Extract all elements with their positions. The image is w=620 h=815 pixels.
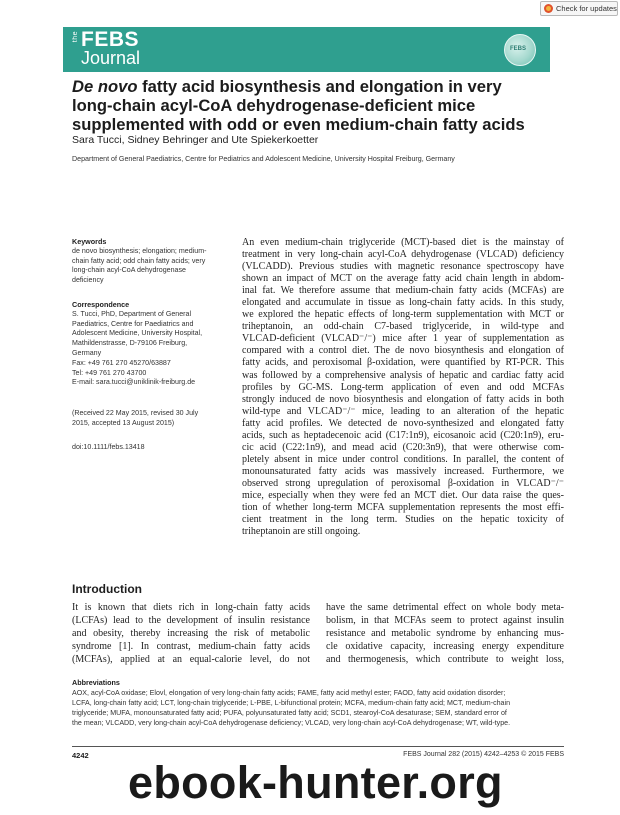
intro-line: syndrome [1]. In contrast, medium-chain fatty acids	[72, 641, 310, 652]
abbreviations-line: AOX, acyl-CoA oxidase; Elovl, elongation of very long-chain fatty acids; FAME, fatty acid methyl ester; FAOD, fatty acid oxidation disorder;	[72, 689, 506, 697]
correspondence-line: Tel: +49 761 270 43700	[72, 368, 147, 377]
intro-line: and thermogenesis, which contribute to weight loss,	[326, 654, 564, 665]
abstract-line: (VLCADD). Previous studies with magnetic resonance spectroscopy have	[242, 261, 564, 273]
intro-right-column	[326, 601, 564, 666]
abstract-line: fatty acids, and peroxisomal β-oxidation, were quantified by RT-PCR. This	[242, 357, 564, 369]
running-head: FEBS Journal 282 (2015) 4242–4253 © 2015 FEBS	[403, 751, 564, 758]
check-for-updates-label: Check for updates	[556, 4, 617, 13]
journal-banner	[63, 27, 550, 72]
abstract-line: acids, such as heptadecenoic acid (C17:1n9), eicosanoic acid (C20:1n9), eru-	[242, 429, 564, 441]
abbreviations-block	[72, 678, 564, 728]
abstract-line: was followed by a comprehensive analysis of hepatic and cardiac fatty acid	[242, 369, 564, 381]
abstract-line: elongated and accumulate in tissue as long-chain fatty acids. In this study,	[242, 297, 564, 309]
abstract-line: pletely absent in mice under control conditions. In parallel, the content of	[242, 453, 564, 465]
intro-line: cle oxidative capacity, increasing energy expenditure	[326, 641, 564, 652]
journal-sub: Journal	[81, 48, 141, 68]
article-title	[72, 77, 562, 134]
keywords-block	[72, 237, 230, 286]
journal-prefix: the	[72, 31, 79, 43]
abbreviations-line: triglyceride; MUFA, monounsaturated fatty acid; PUFA, polyunsaturated fatty acid; SCD1, stearoyl-CoA desaturase; SEM, standard error of	[72, 709, 507, 717]
footer-divider	[72, 746, 564, 747]
intro-line: (LCFAs) lead to the development of insulin resistance	[72, 615, 310, 626]
correspondence-line: Germany	[72, 348, 102, 357]
abstract-line: inal fat. We therefore assume that medium-chain fatty acids (MCFAs) are	[242, 285, 564, 297]
abstract-line: monounsaturated fatty acids was massively increased. Furthermore, we	[242, 465, 564, 477]
intro-line: have the same detrimental effect on whole body meta-	[326, 602, 564, 613]
keywords-line: long-chain acyl-CoA dehydrogenase	[72, 266, 186, 275]
abstract-line: tion of whether long-term MCFA supplementation represents the most effi-	[242, 502, 564, 514]
abstract	[242, 237, 564, 538]
abstract-line: we explored the hepatic effects of long-term supplementation with MCT or	[242, 309, 564, 321]
febs-logo-icon	[504, 34, 536, 66]
abstract-line: strongly induced de novo biosynthesis and elongation of fatty acids in both	[242, 393, 564, 405]
correspondence-line: S. Tucci, PhD, Department of General	[72, 309, 192, 318]
correspondence-heading: Correspondence	[72, 300, 130, 309]
doi-link[interactable]: doi:10.1111/febs.13418	[72, 443, 145, 451]
received-dates	[72, 409, 230, 429]
abbreviations-line: the mean; VLCADD, very long-chain acyl-CoA dehydrogenase deficiency; VLCAD, very long-chain acyl-CoA dehydrogenase; WT, wild-type.	[72, 719, 511, 727]
received-line: (Received 22 May 2015, revised 30 July	[72, 409, 199, 417]
introduction-heading: Introduction	[72, 582, 142, 596]
abstract-line: observed strong upregulation of peroxisomal β-oxidation in VLCAD⁻/⁻	[242, 477, 564, 489]
correspondence-line: Fax: +49 761 270 45270/63887	[72, 358, 171, 367]
correspondence-block	[72, 300, 230, 388]
title-line1: fatty acid biosynthesis and elongation in very	[137, 77, 502, 96]
keywords-line: chain fatty acid; odd chain fatty acids; very	[72, 256, 206, 265]
title-italic: De novo	[72, 77, 138, 96]
watermark-text: ebook-hunter.org	[128, 757, 503, 808]
abstract-line: cient treatment in the long term. Studies on the hepatic toxicity of	[242, 514, 564, 526]
abstract-line: fatty acid profiles. We detected de novo-synthesized and elongated fatty	[242, 417, 564, 429]
intro-line: resistance and metabolic syndrome by enhancing mus-	[326, 628, 564, 639]
abstract-line: profiles by GC-MS. Long-term application of even and odd MCFAs	[242, 381, 564, 393]
abstract-line: treatment in very long-chain acyl-CoA dehydrogenase (VLCAD) deficiency	[242, 249, 564, 261]
check-for-updates-button[interactable]	[540, 1, 618, 16]
correspondence-line: Adolescent Medicine, University Hospital,	[72, 329, 203, 338]
correspondence-line: Paediatrics, Centre for Paediatrics and	[72, 319, 194, 328]
abstract-line: cic acid (C22:1n9), and mead acid (C20:3n9), that were otherwise com-	[242, 441, 564, 453]
intro-left-column	[72, 601, 310, 666]
authors: Sara Tucci, Sidney Behringer and Ute Spiekerkoetter	[72, 134, 319, 146]
abstract-line: VLCAD-deficient (VLCAD⁻/⁻) mice after 1 year of supplementation as	[242, 333, 564, 345]
received-line: 2015, accepted 13 August 2015)	[72, 418, 175, 427]
abstract-line: shown an impact of MCT on the average fatty acid chain length in abdom-	[242, 273, 564, 285]
abbreviations-line: LCFA, long-chain fatty acid; LCT, long-chain triglyceride; L-PBE, L-bifunctional protein; MCFA, medium-chain fatty acid; MCT, medium-chain	[72, 699, 511, 707]
title-line3: supplemented with odd or even medium-chain fatty acids	[72, 115, 525, 134]
abstract-line: compared with a control diet. The de novo biosynthesis and elongation of	[242, 345, 564, 357]
intro-line: and obesity, thereby increasing the risk of metabolic	[72, 628, 310, 639]
keywords-list	[72, 247, 230, 286]
abbreviations-heading: Abbreviations	[72, 678, 120, 687]
title-line2: long-chain acyl-CoA dehydrogenase-deficient mice	[72, 96, 476, 115]
crossmark-icon	[544, 4, 553, 13]
email-link[interactable]: E-mail: sara.tucci@uniklinik-freiburg.de	[72, 378, 196, 387]
abstract-line: mice, especially when they were fed an MCT diet. Our data raise the ques-	[242, 489, 564, 501]
abstract-line: triheptanoin are still ongoing.	[242, 526, 361, 538]
keywords-line: deficiency	[72, 276, 104, 285]
abstract-line: An even medium-chain triglyceride (MCT)-based diet is the mainstay of	[242, 237, 564, 248]
intro-line: (MCFAs), applied at an equal-calorie level, do not	[72, 654, 310, 665]
intro-line: It is known that diets rich in long-chain fatty acids	[72, 602, 310, 613]
journal-name: FEBS	[81, 28, 140, 51]
page-number: 4242	[72, 751, 89, 760]
keywords-line: de novo biosynthesis; elongation; medium-	[72, 246, 207, 255]
correspondence-line: Mathildenstrasse, D-79106 Freiburg,	[72, 339, 188, 348]
affiliation: Department of General Paediatrics, Centre for Pediatrics and Adolescent Medicine, University Hospital Freiburg, Germany	[72, 155, 455, 163]
abstract-line: triheptanoin, an odd-chain C7-based triglyceride, in wild-type and	[242, 321, 564, 333]
keywords-heading: Keywords	[72, 237, 107, 246]
intro-line: bolism, in that MCFAs seem to protect against insulin	[326, 615, 564, 626]
abstract-line: wild-type and VLCAD⁻/⁻ mice, leading to an alteration of the hepatic	[242, 405, 564, 417]
